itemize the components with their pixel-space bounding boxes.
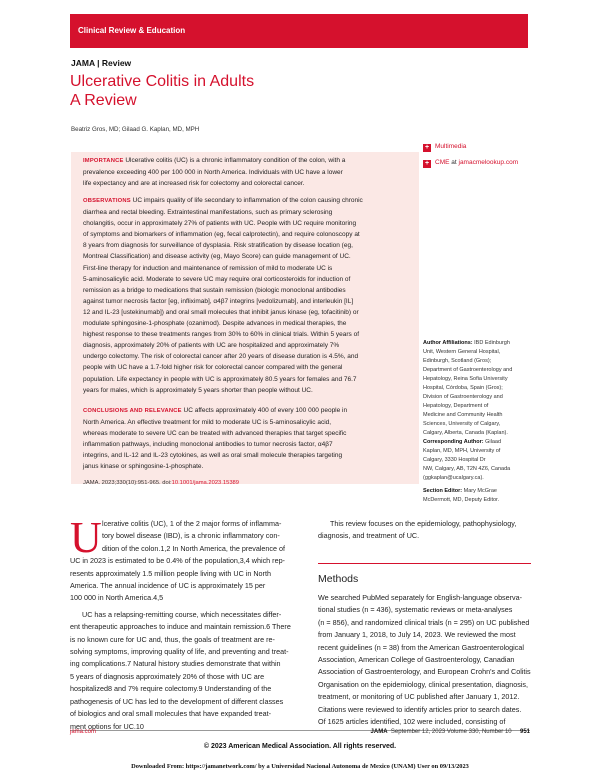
plus-icon: +	[424, 144, 430, 151]
body-left-column: lcerative colitis (UC), 1 of the 2 major forms of inflamma- tory bowel disease (IBD), is a chronic inflammatory con- dition of the colon.1,2 In North America, the prevalence of UC in 2023 is estimated to be 0.4% of the population,3,4 which rep- resents approximately 1.5 million people living with UC in North America. The annual incidence of UC is approximately 15 per 100 000 in North America.4,5 UC has a relapsing-remitting course, which necessitates differ- ent therapeutic approaches to induce and maintain remission.6 There is no known cure for UC and, thus, the goals of treatment are re- solving symptoms, improving quality of life, and preventing and treat- ing complications.7 Natural history studies demonstrate that within 5 years of diagnosis approximately 20% of those with UC are hospitalized8 and 7% require colectomy.9 Understanding of the pathogenesis of UC has led to the development of different classes of biologics and oral small molecules that have expanded treat- ment options for UC.10	[70, 519, 291, 731]
body-right-intro: This review focuses on the epidemiology, pathophysiology, diagnosis, and treatment of UC.	[318, 519, 517, 541]
article-title: Ulcerative Colitis in Adults	[70, 73, 255, 90]
author-affiliations: Author Affiliations: IBD Edinburgh Unit, Western General Hospital, Edinburgh, Scotland (Gros); Department of Gastroenterology and Hepatology, Reina Sofia University Hospital, Córdoba, Spain (Gros); Division of Gastroenterology and Hepatology, Department of Medicine and Community Health Sciences, University of Calgary, Calgary, Alberta, Canada (Kaplan). Corresponding Author: Gilaad Kaplan, MD, MPH, University of Calgary, 3330 Hospital Dr NW, Calgary, AB, T2N 4Z6, Canada (ggkaplan@ucalgary.ca). Section Editor: Mary McGrae McDermott, MD, Deputy Editor.	[423, 340, 513, 503]
section-divider	[318, 563, 531, 564]
journal-label: JAMA | Review	[71, 58, 132, 68]
abstract-conclusions: CONCLUSIONS AND RELEVANCE UC affects approximately 400 of every 100 000 people in North America. An effective treatment for mild to moderate UC is 5-aminosalicylic acid, whereas moderate to severe UC can be treated with advanced therapies that target specific inflammation pathways, including monoclonal antibodies to tumor necrosis factor, α4β7 integrins, and IL-12 and IL-23 cytokines, as well as oral small molecule therapies targeting janus kinase or sphingosine-1-phosphate.	[83, 407, 348, 471]
methods-text: We searched PubMed separately for English-language observa- tional studies (n = 436), systematic reviews or meta-analyses (n = 856), and randomized clinical trials (n = 295) on UC published from January 1, 2018, to July 14, 2023. We reviewed the most recent guidelines (n = 38) from the American Gastroenterological Association, American College of Gastroenterology, Canadian Association of Gastroenterology, and European Crohn's and Colitis Organisation on the epidemiology, clinical presentation, diagnosis, treatment, or monitoring of UC published after January 1, 2012. Citations were reviewed to identify articles prior to search dates. Of 1625 articles identified, 102 were included, consisting of	[318, 593, 531, 727]
plus-icon: +	[424, 160, 430, 167]
abstract-importance: IMPORTANCE Ulcerative colitis (UC) is a chronic inflammatory condition of the colon, with a prevalence exceeding 400 per 100 000 in North America. Individuals with UC have a lower life expectancy and are at increased risk for colectomy and colorectal cancer.	[83, 157, 346, 188]
issue-info: JAMA September 12, 2023 Volume 330, Number 10 951	[370, 729, 530, 735]
citation-line: JAMA. 2023;330(10):951-965. doi:10.1001/jama.2023.15389	[83, 480, 239, 486]
doi-link[interactable]: 10.1001/jama.2023.15389	[171, 480, 239, 486]
site-link[interactable]: jama.com	[70, 729, 97, 735]
section-label: Clinical Review & Education	[78, 26, 186, 35]
article-subtitle: A Review	[70, 92, 137, 109]
cme-link[interactable]: + CME at jamacmelookup.com	[424, 159, 519, 167]
methods-heading: Methods	[318, 573, 359, 585]
copyright-notice: © 2023 American Medical Association. All rights reserved.	[203, 743, 397, 750]
download-notice: Downloaded From: https://jamanetwork.com/ by a Universidad Nacional Autonoma de Mexico (UNAM) User on 09/13/2023	[131, 763, 469, 770]
abstract-observations: OBSERVATIONS UC impairs quality of life secondary to inflammation of the colon causing chronic diarrhea and rectal bleeding. Extraintestinal manifestations, such as primary sclerosing cholangitis, occur in approximately 27% of patients with UC. People with UC require monitoring of symptoms and biomarkers of inflammation (eg, fecal calprotectin), and require colonoscopy at 8 years from diagnosis for surveillance of dysplasia. Risk stratification by disease location (eg, Montreal Classification) and disease activity (eg, Mayo Score) can guide management of UC. First-line therapy for induction and maintenance of remission of mild to moderate UC is 5-aminosalicylic acid. Moderate to severe UC may require oral corticosteroids for induction of remission as a bridge to medications that sustain remission (biologic monoclonal antibodies against tumor necrosis factor [eg, infliximab], α4β7 integrins [vedolizumab], and interleukin [IL] 12 and IL-23 [ustekinumab]) and oral small molecules that inhibit janus kinase (eg, tofacitinib) or modulate sphingosine-1-phosphate (ozanimod). Despite advances in medical therapies, the highest response to these treatments ranges from 30% to 60% in clinical trials. Within 5 years of diagnosis, approximately 20% of patients with UC are hospitalized and approximately 7% undergo colectomy. The risk of colorectal cancer after 20 years of disease duration is 4.5%, and people with UC have a 1.7-fold higher risk for colorectal cancer compared with the general population. Life expectancy in people with UC is approximately 80.5 years for females and 76.7 years for males, which is approximately 5 years shorter than people without UC.	[83, 197, 363, 394]
drop-cap: U	[70, 513, 102, 562]
section-band	[70, 14, 528, 48]
abstract-box	[71, 152, 419, 484]
author-list: Beatriz Gros, MD; Gilaad G. Kaplan, MD, MPH	[71, 126, 200, 133]
multimedia-link[interactable]: + Multimedia	[424, 143, 467, 151]
